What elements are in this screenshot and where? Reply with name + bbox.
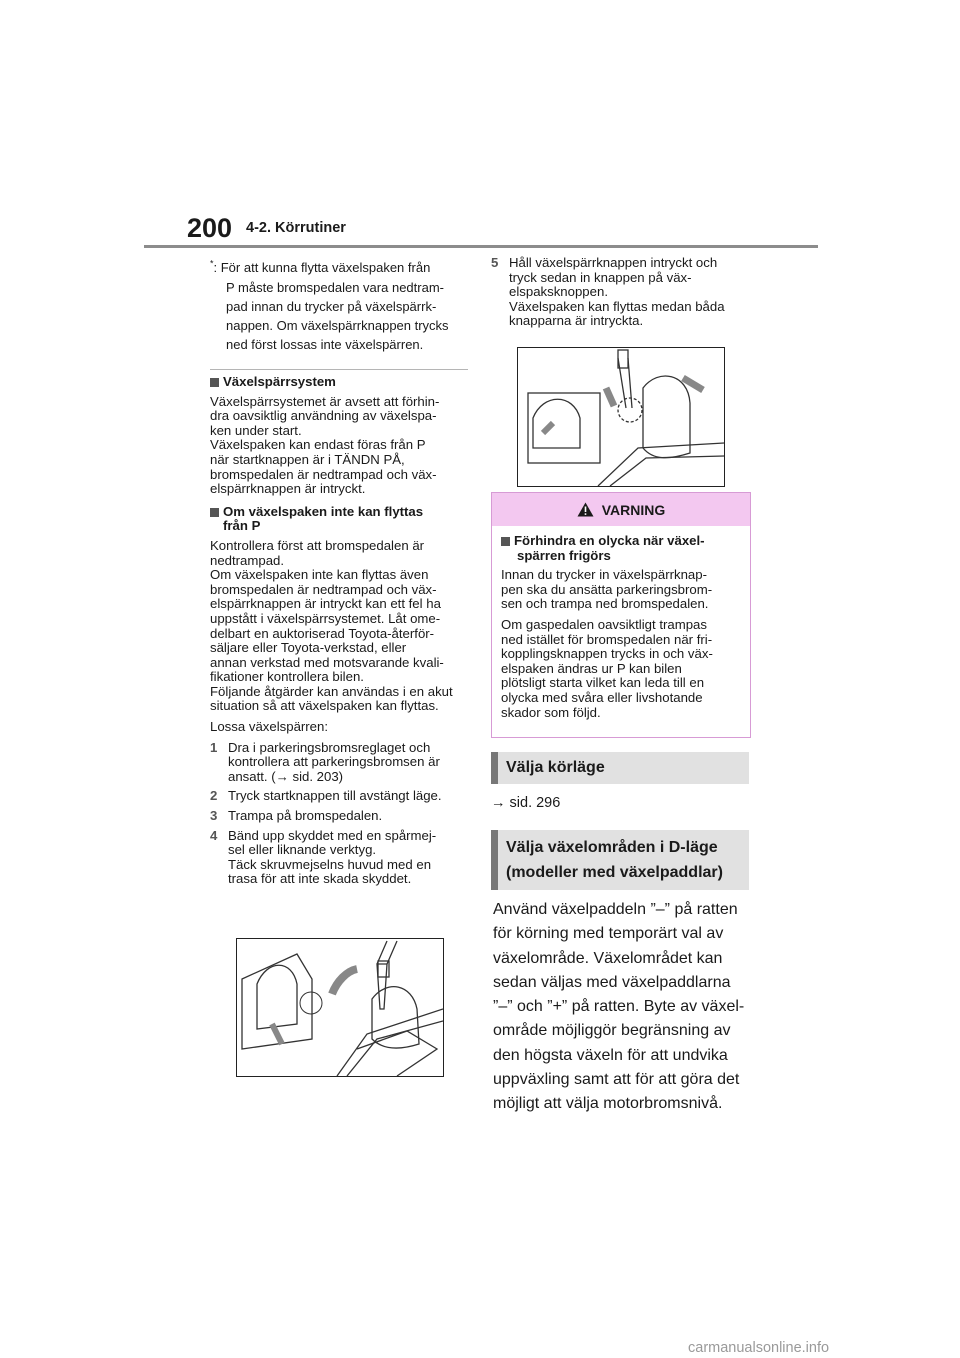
gear-range-text: Använd växelpaddeln ”–” på ratten för körning med temporärt val av växelområde. Växelområdet kan sedan väljas med växelpaddlarna ”–” och ”+” på ratten. Byte av växel- område möjliggör begränsning av den högsta växeln för att undvika uppväxling samt att för att göra det möjligt att välja motorbromsnivå. — [493, 901, 745, 1113]
page-number: 200 — [187, 213, 233, 243]
warning-box — [491, 492, 751, 738]
illustration-shift-lever — [517, 347, 725, 487]
footnote-line: ned först lossas inte växelspärren. — [226, 337, 424, 353]
watermark: carmanualsonline.info — [688, 1340, 830, 1356]
pry-cover-drawing — [237, 939, 443, 1076]
step-item: 2 Tryck startknappen till avstängt läge. — [210, 788, 442, 804]
release-intro: Lossa växelspärren: — [210, 719, 329, 735]
warning-label: VARNING — [601, 501, 666, 518]
warning-paragraph: Innan du trycker in växelspärrknap- pen ska du ansätta parkeringsbrom- sen och trampa ned bromspedalen. — [501, 567, 713, 612]
footnote-line: pad innan du trycker på växelspärrk- — [226, 298, 437, 314]
left-column-text — [210, 375, 472, 892]
footnote-marker: * — [210, 259, 214, 269]
warning-title: Förhindra en olycka när växel- spärren frigörs — [501, 534, 742, 563]
page-reference: → sid. 296 — [491, 795, 561, 811]
illustration-pry-cover — [236, 938, 444, 1077]
heading-gear-range: Välja växelområden i D-läge (modeller med växelpaddlar) — [491, 830, 749, 890]
cannot-move-text: Kontrollera först att bromspedalen är nedtrampad. Om växelspaken inte kan flyttas även bromspedalen är nedtrampad och väx- elspärrknappen är intryckt kan ett fel ha uppstått i växelspärrsystemet. Låt ome- delbart en auktoriserad Toyota-återför- säljare eller Toyota-verkstad, eller annan verkstad med motsvarande kvali- fikationer kontrollera bilen. Följande åtgärder kan användas i en akut situation så att växelspaken kan flyttas. — [210, 537, 453, 714]
warning-triangle-icon — [577, 502, 594, 517]
step-item: 4 Bänd upp skyddet med en spårmej- sel eller liknande verktyg. Täck skruvmejselns huvud med en trasa för att inte skada skyddet. — [210, 827, 437, 887]
step-item: 1 Dra i parkeringsbromsreglaget och kontrollera att parkeringsbromsen är ansatt. (→ sid. 203) — [210, 739, 440, 784]
warning-body — [492, 526, 750, 720]
warning-header — [492, 493, 750, 526]
square-bullet-icon — [210, 508, 219, 517]
footnote-rule — [210, 369, 468, 370]
section-title: 4-2. Körrutiner — [246, 220, 346, 236]
footnote-line: nappen. Om växelspärrknappen trycks — [226, 317, 449, 333]
subheading-cannot-move: Om växelspaken inte kan flyttas från P — [210, 505, 472, 534]
shift-lever-drawing — [518, 348, 724, 486]
warning-paragraph: Om gaspedalen oavsiktligt trampas ned istället för bromspedalen när fri- kopplingsknappen trycks in och väx- elspaken ändras ur P kan bilen plötsligt starta vilket kan leda till en olycka med svåra eller livshotande skador som följd. — [501, 616, 713, 720]
heading-select-mode: Välja körläge — [491, 752, 749, 784]
footnote-line: *: För att kunna flytta växelspaken från — [210, 259, 431, 276]
step-item: 5 Håll växelspärrknappen intryckt och tryck sedan in knappen på väx- elspaksknoppen. Växelspaken kan flyttas medan båda knapparna är intryckta. — [491, 255, 725, 329]
footnote-line: P måste bromspedalen vara nedtram- — [226, 279, 444, 295]
footnote — [210, 255, 472, 354]
header-rule — [144, 245, 818, 248]
lock-system-text: Växelspärrsystemet är avsett att förhin- dra oavsiktlig användning av växelspa- ken under start. Växelspaken kan endast föras från P när startknappen är i TÄNDN PÅ, bromspedalen är nedtrampad och väx- elspärrknappen är intryckt. — [210, 393, 440, 497]
square-bullet-icon — [210, 378, 219, 387]
subheading-lock-system: Växelspärrsystem — [210, 375, 472, 390]
square-bullet-icon — [501, 537, 510, 546]
step-5 — [491, 256, 753, 334]
step-item: 3 Trampa på bromspedalen. — [210, 808, 383, 824]
